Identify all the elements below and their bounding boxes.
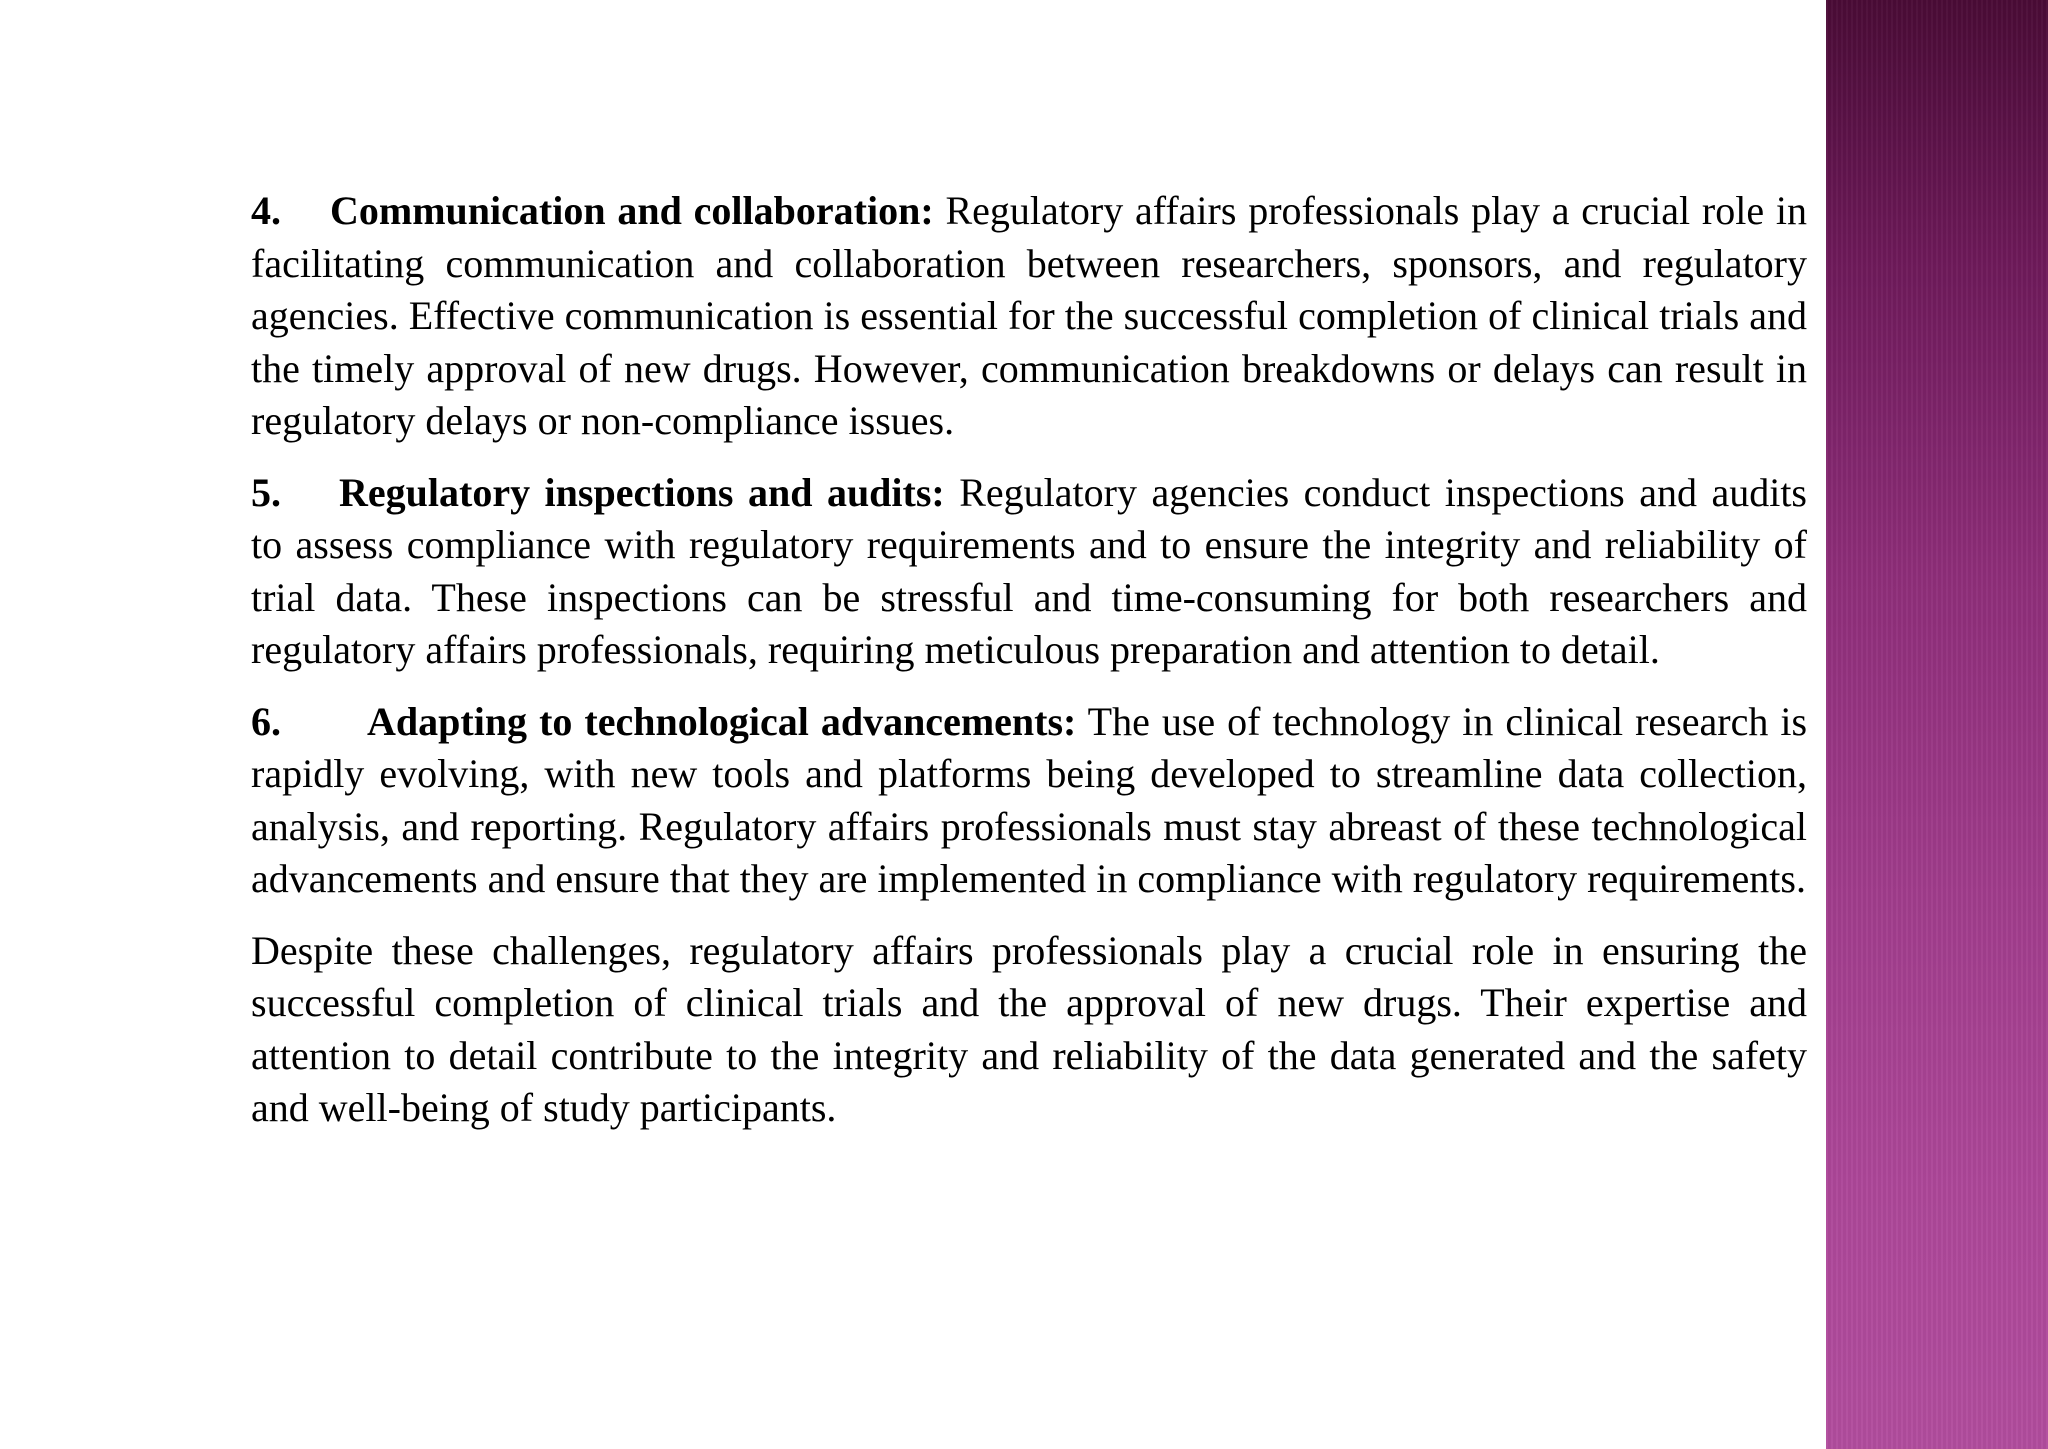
- list-item-number: 5.: [251, 469, 281, 515]
- list-item-number: 6.: [251, 698, 281, 744]
- list-item-number: 4.: [251, 188, 281, 233]
- list-item-heading: Communication and collaboration:: [330, 188, 934, 233]
- list-item-heading: Regulatory inspections and audits:: [339, 469, 945, 515]
- list-item-body: Regulatory affairs professionals play a crucial role in facilitating communication and collaboration between researchers, sponsors, and regulatory agencies. Effective communication is essential for the successful completion of clinical trials and the timely approval of new drugs. However, communication breakdowns or delays can result in regulatory delays or non-compliance issues.: [251, 188, 1808, 443]
- list-item-body: Regulatory agencies conduct inspections and audits to assess compliance with regulatory requirements and to ensure the integrity and reliability of trial data. These inspections can be stressful and time-consuming for both researchers and regulatory affairs professionals, requiring meticulous preparation and attention to detail.: [251, 469, 1807, 672]
- list-item-inspections: [251, 467, 1807, 677]
- list-item-heading: Adapting to technological advancements:: [367, 698, 1077, 744]
- list-item-communication: [251, 185, 1807, 448]
- list-item-technology: [251, 696, 1807, 906]
- decorative-side-band: [1826, 0, 2048, 1449]
- slide-text-body: [251, 185, 1807, 1154]
- list-item-body: The use of technology in clinical research is rapidly evolving, with new tools and platforms being developed to streamline data collection, analysis, and reporting. Regulatory affairs professionals must stay abreast of these technological advancements and ensure that they are implemented in compliance with regulatory requirements.: [251, 698, 1808, 901]
- conclusion-paragraph: Despite these challenges, regulatory affairs professionals play a crucial role in ensuring the successful completion of clinical trials and the approval of new drugs. Their expertise and attention to detail contribute to the integrity and reliability of the data generated and the safety and well-being of study participants.: [251, 927, 1807, 1130]
